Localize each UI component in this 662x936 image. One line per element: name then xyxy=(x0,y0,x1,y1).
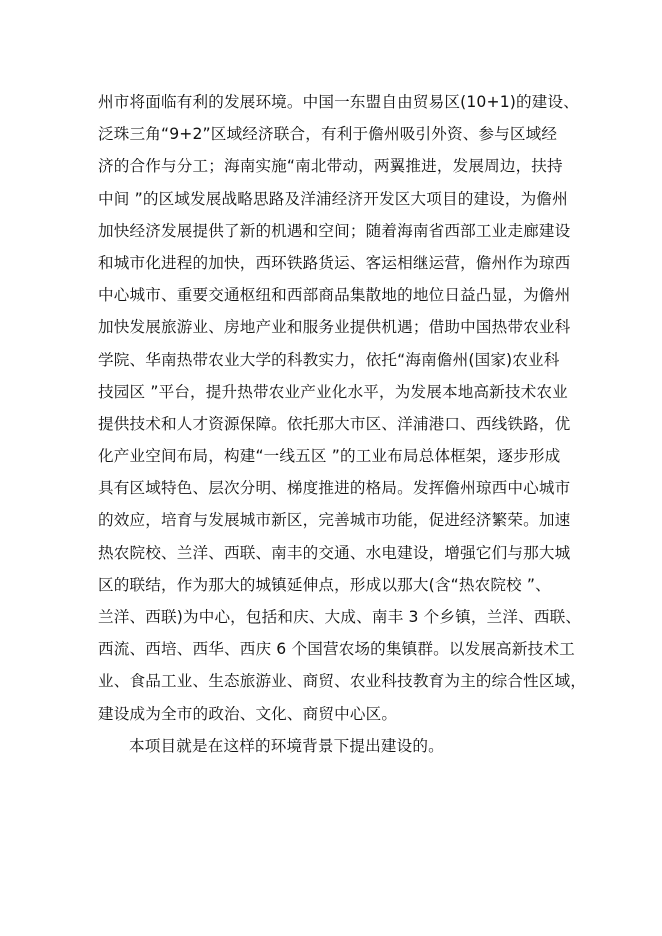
paragraph-line-indented: 本项目就是在这样的环境背景下提出建设的。 xyxy=(129,736,444,755)
text-line: 学院、华南热带农业大学的科教实力，依托“海南儋州(国家)农业科 xyxy=(98,350,560,369)
text-line: 技园区 ”平台，提升热带农业产业化水平，为发展本地高新技术农业 xyxy=(98,382,568,401)
text-line: 加快发展旅游业、房地产业和服务业提供机遇；借助中国热带农业科 xyxy=(98,318,571,337)
text-line: 区的联结，作为那大的城镇延伸点，形成以那大(含“热农院校 ”、 xyxy=(98,575,551,594)
text-line: 泛珠三角“9+2”区域经济联合，有利于儋州吸引外资、参与区域经 xyxy=(98,125,558,144)
text-line: 业、食品工业、生态旅游业、商贸、农业科技教育为主的综合性区域， xyxy=(98,672,587,691)
text-line: 兰洋、西联)为中心，包括和庆、大成、南丰 3 个乡镇，兰洋、西联、 xyxy=(98,608,582,626)
text-line: 化产业空间布局，构建“一线五区 ”的工业布局总体框架，逐步形成 xyxy=(98,447,561,466)
body-text xyxy=(98,86,587,762)
text-line: 济的合作与分工；海南实施“南北带动，两翼推进，发展周边，扶持 xyxy=(98,157,563,176)
text-line: 提供技术和人才资源保障。依托那大市区、洋浦港口、西线铁路，优 xyxy=(98,414,571,433)
text-line: 加快经济发展提供了新的机遇和空间；随着海南省西部工业走廊建设 xyxy=(98,221,571,240)
text-line: 的效应，培育与发展城市新区，完善城市功能，促进经济繁荣。加速 xyxy=(98,511,571,530)
text-line: 州市将面临有利的发展环境。中国一东盟自由贸易区(10+1)的建设、 xyxy=(98,93,579,111)
text-line: 热农院校、兰洋、西联、南丰的交通、水电建设，增强它们与那大城 xyxy=(98,543,571,562)
text-line: 中心城市、重要交通枢纽和西部商品集散地的地位日益凸显，为儋州 xyxy=(98,286,571,305)
text-line: 具有区域特色、层次分明、梯度推进的格局。发挥儋州琼西中心城市 xyxy=(98,479,571,498)
text-line: 中间 ”的区域发展战略思路及洋浦经济开发区大项目的建设，为儋州 xyxy=(98,189,568,208)
text-line: 和城市化进程的加快，西环铁路货运、客运相继运营，儋州作为琼西 xyxy=(98,253,571,272)
text-line: 建设成为全市的政治、文化、商贸中心区。 xyxy=(98,704,398,723)
text-line: 西流、西培、西华、西庆 6 个国营农场的集镇群。以发展高新技术工 xyxy=(98,640,575,659)
